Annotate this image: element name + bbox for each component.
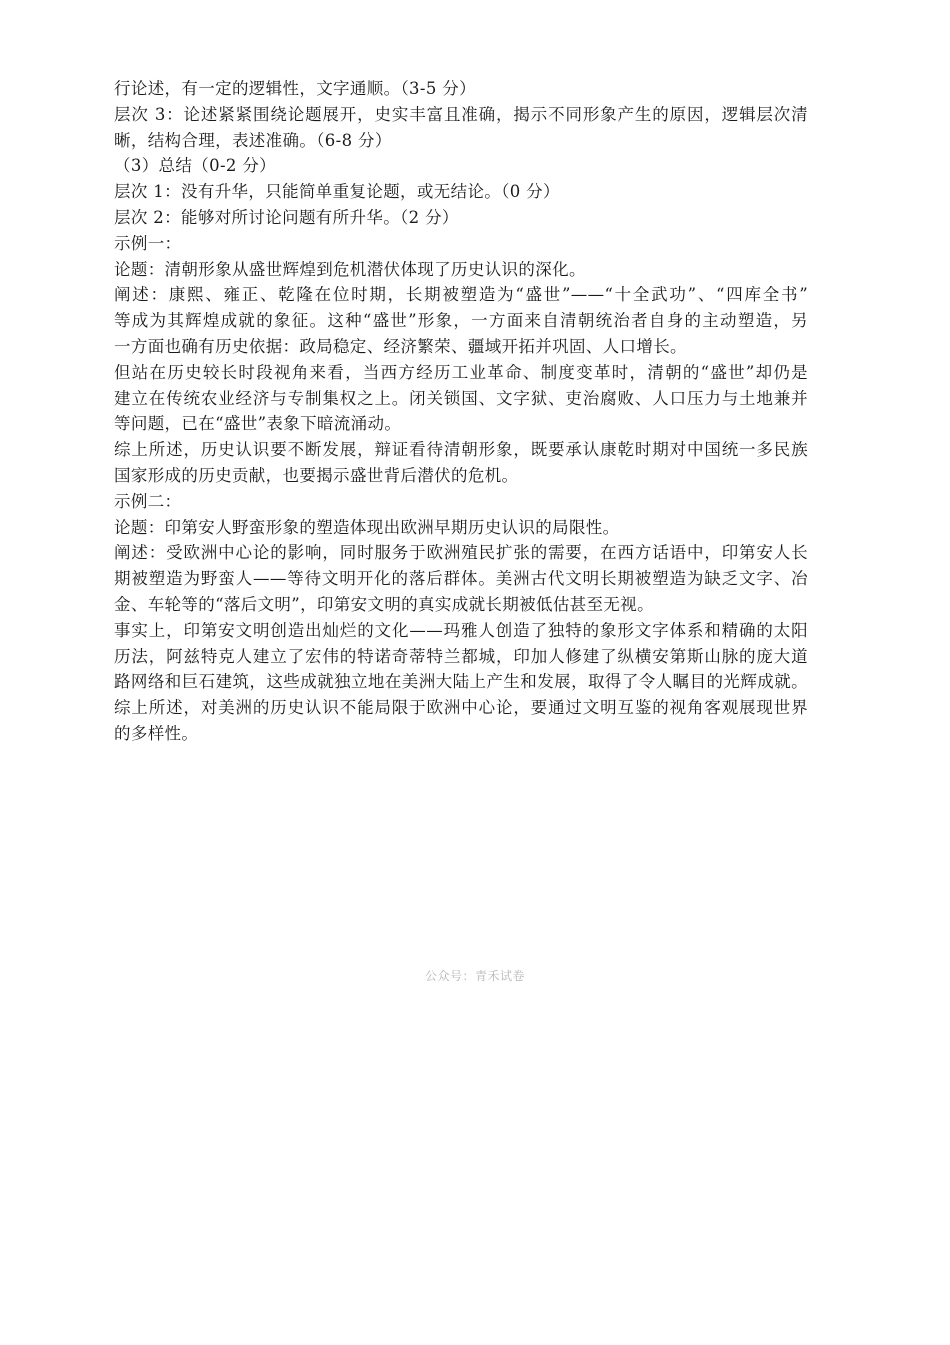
text-line: 层次 2：能够对所讨论问题有所升华。（2 分） — [114, 207, 459, 227]
text-line: 论题：印第安人野蛮形象的塑造体现出欧洲早期历史认识的局限性。 — [114, 517, 620, 537]
text-line: 的多样性。 — [114, 723, 199, 743]
text-line: 等成为其辉煌成就的象征。这种“盛世”形象，一方面来自清朝统治者自身的主动塑造，另 — [114, 311, 808, 331]
text-line: 综上所述，历史认识要不断发展，辩证看待清朝形象，既要承认康乾时期对中国统一多民族 — [114, 440, 808, 460]
text-line: 晰，结构合理，表述准确。（6-8 分） — [114, 130, 392, 150]
text-line: 阐述：受欧洲中心论的影响，同时服务于欧洲殖民扩张的需要，在西方话语中，印第安人长 — [114, 543, 808, 563]
text-line: 事实上，印第安文明创造出灿烂的文化——玛雅人创造了独特的象形文字体系和精确的太阳 — [114, 620, 808, 640]
text-line: 层次 3：论述紧紧围绕论题展开，史实丰富且准确，揭示不同形象产生的原因，逻辑层次清 — [114, 104, 808, 124]
text-line: 期被塑造为野蛮人——等待文明开化的落后群体。美洲古代文明长期被塑造为缺乏文字、冶 — [114, 569, 808, 589]
text-line: 路网络和巨石建筑，这些成就独立地在美洲大陆上产生和发展，取得了令人瞩目的光辉成就。 — [114, 672, 808, 692]
text-line: 阐述：康熙、雍正、乾隆在位时期，长期被塑造为“盛世”——“十全武功”、“四库全书” — [114, 285, 808, 305]
text-line: 等问题，已在“盛世”表象下暗流涌动。 — [114, 414, 402, 434]
footer-watermark: 公众号：青禾试卷 — [424, 969, 525, 983]
text-line: 但站在历史较长时段视角来看，当西方经历工业革命、制度变革时，清朝的“盛世”却仍是 — [114, 362, 808, 382]
text-line: 金、车轮等的“落后文明”，印第安文明的真实成就长期被低估甚至无视。 — [114, 594, 654, 614]
text-line: 行论述，有一定的逻辑性，文字通顺。（3-5 分） — [114, 79, 476, 98]
example-heading: 示例一： — [114, 233, 182, 253]
section-heading: （3）总结（0-2 分） — [114, 156, 277, 176]
text-line: 层次 1：没有升华，只能简单重复论题，或无结论。（0 分） — [114, 182, 560, 202]
text-line: 历法，阿兹特克人建立了宏伟的特诺奇蒂特兰都城，印加人修建了纵横安第斯山脉的庞大道 — [114, 646, 808, 666]
text-line: 国家形成的历史贡献，也要揭示盛世背后潜伏的危机。 — [114, 465, 519, 485]
text-line: 建立在传统农业经济与专制集权之上。闭关锁国、文字狱、吏治腐败、人口压力与土地兼并 — [114, 388, 808, 408]
text-line: 一方面也确有历史依据：政局稳定、经济繁荣、疆域开拓并巩固、人口增长。 — [114, 336, 687, 356]
text-line: 综上所述，对美洲的历史认识不能局限于欧洲中心论，要通过文明互鉴的视角客观展现世界 — [114, 698, 808, 718]
example-heading: 示例二： — [114, 491, 182, 511]
text-line: 论题：清朝形象从盛世辉煌到危机潜伏体现了历史认识的深化。 — [114, 259, 586, 279]
document-body — [114, 76, 814, 747]
